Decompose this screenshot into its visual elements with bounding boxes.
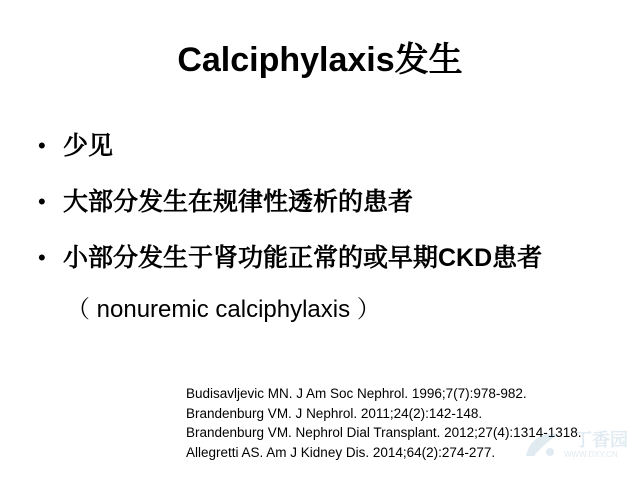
watermark xyxy=(520,426,630,462)
slide-title: Calciphylaxis发生 xyxy=(177,41,463,79)
bullet-list xyxy=(38,126,638,294)
watermark-name: 丁香园 xyxy=(574,430,628,450)
bullet-marker: • xyxy=(38,133,46,158)
reference-item: Brandenburg VM. J Nephrol. 2011;24(2):142-148. xyxy=(186,405,483,421)
bullet-marker: • xyxy=(38,245,46,270)
watermark-url: WWW.DXY.CN xyxy=(564,450,618,459)
dxy-logo-icon xyxy=(520,426,564,462)
reference-item: Allegretti AS. Am J Kidney Dis. 2014;64(2):274-277. xyxy=(186,444,496,460)
bullet-item xyxy=(38,238,638,294)
bullet-item xyxy=(38,182,638,238)
bullet-text: 小部分发生于肾功能正常的或早期CKD患者 xyxy=(63,244,543,272)
bullet-text: 大部分发生在规律性透析的患者 xyxy=(63,188,414,216)
bullet-text: 少见 xyxy=(63,132,114,160)
reference-item: Budisavljevic MN. J Am Soc Nephrol. 1996;7(7):978-982. xyxy=(186,386,527,401)
reference-item: Brandenburg VM. Nephrol Dial Transplant. 2012;27(4):1314-1318. xyxy=(186,425,582,440)
bullet-item xyxy=(38,126,638,182)
bullet-note: （ nonuremic calciphylaxis ） xyxy=(66,296,381,323)
bullet-marker: • xyxy=(38,189,46,214)
